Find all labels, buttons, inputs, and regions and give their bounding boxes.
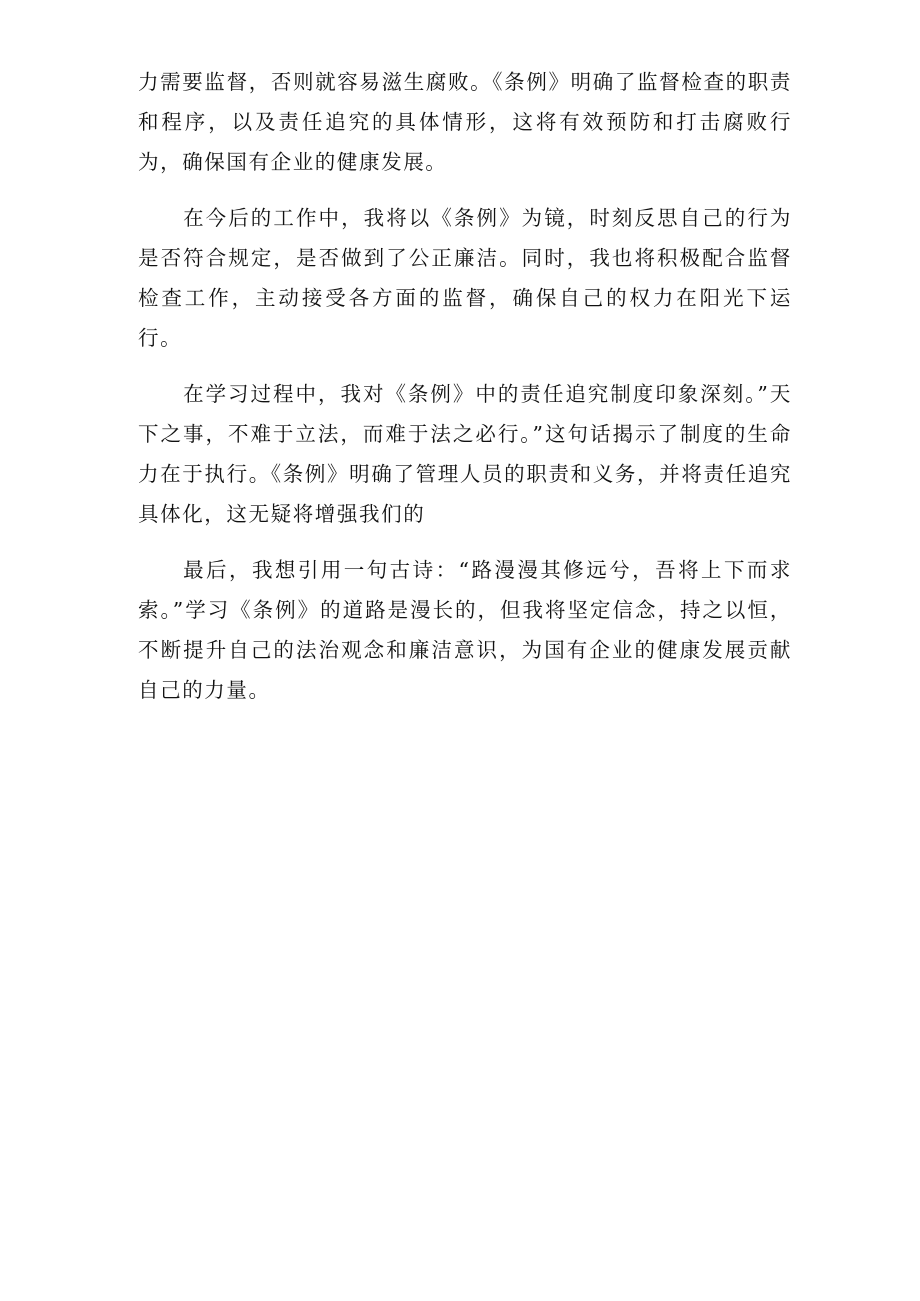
paragraph-3: 在学习过程中，我对《条例》中的责任追究制度印象深刻。”天下之事，不难于立法，而难于法之必行。”这句话揭示了制度的生命力在于执行。《条例》明确了管理人员的职责和义务，并将责任追究具体化，这无疑将增强我们的 (138, 382, 792, 526)
paragraph-1: 力需要监督，否则就容易滋生腐败。《条例》明确了监督检查的职责和程序，以及责任追究的具体情形，这将有效预防和打击腐败行为，确保国有企业的健康发展。 (138, 70, 792, 174)
paragraph-2: 在今后的工作中，我将以《条例》为镜，时刻反思自己的行为是否符合规定，是否做到了公正廉洁。同时，我也将积极配合监督检查工作，主动接受各方面的监督，确保自己的权力在阳光下运行。 (138, 206, 792, 350)
document-body (138, 62, 792, 726)
paragraph-4: 最后，我想引用一句古诗：“路漫漫其修远兮，吾将上下而求索。”学习《条例》的道路是漫长的，但我将坚定信念，持之以恒，不断提升自己的法治观念和廉洁意识，为国有企业的健康发展贡献自己的力量。 (138, 558, 792, 702)
